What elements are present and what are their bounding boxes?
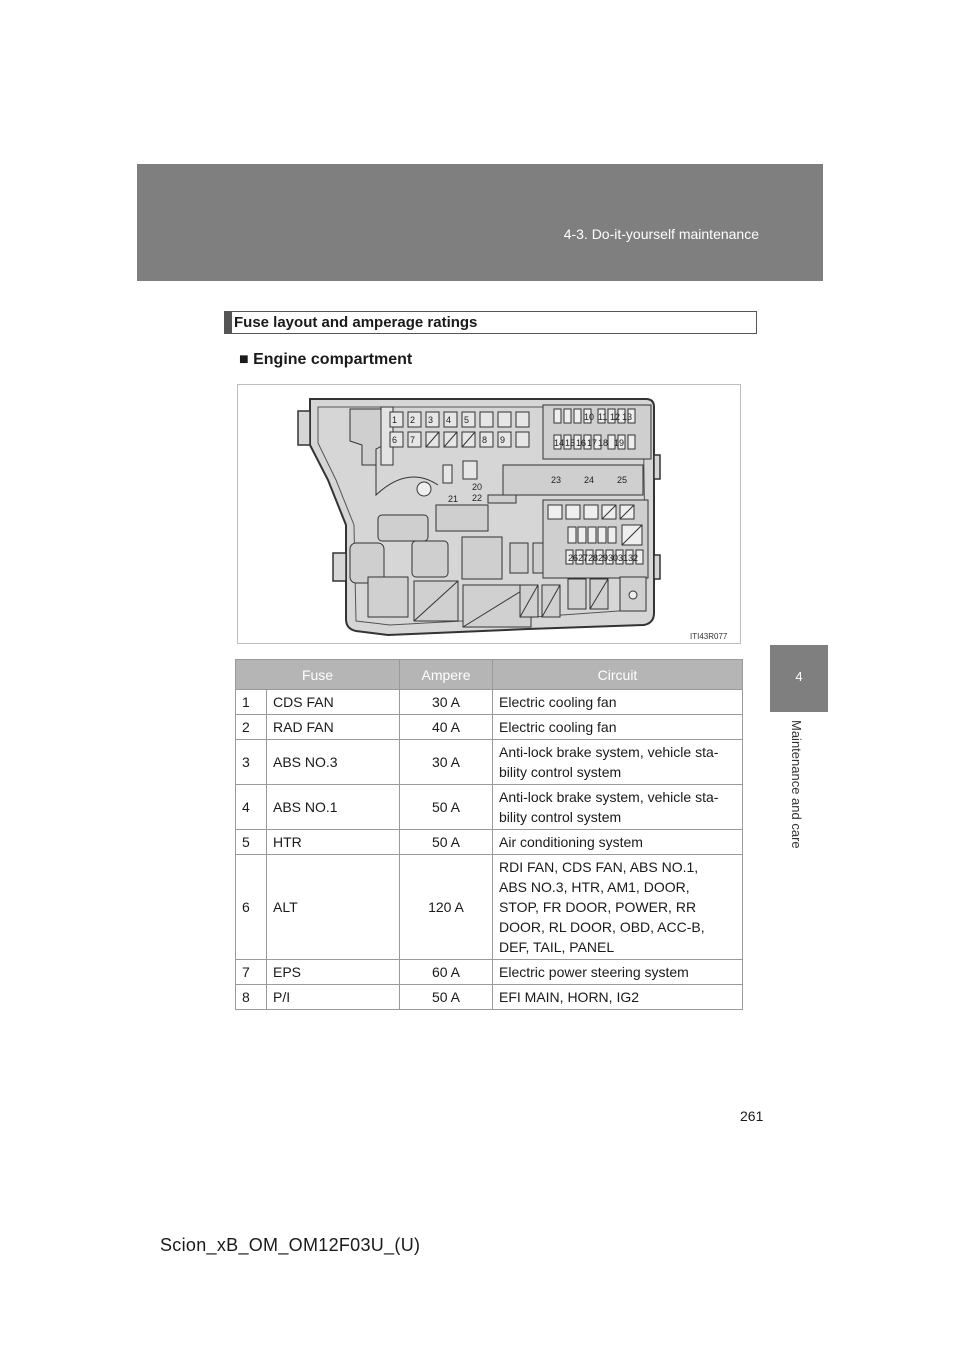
table-row: [236, 785, 743, 830]
fuse-circuit: [493, 960, 743, 985]
fuse-name: P/I: [267, 985, 400, 1010]
fuse-ampere: 50 A: [400, 985, 493, 1010]
side-tab-right: [654, 455, 660, 479]
circuit-line: Air conditioning system: [499, 834, 643, 850]
label-18: 18: [598, 438, 609, 448]
fuse-ampere: 30 A: [400, 740, 493, 785]
label-21: 21: [448, 494, 459, 504]
circuit-line: STOP, FR DOOR, POWER, RR: [499, 899, 697, 915]
table-row: [236, 690, 743, 715]
label-15: 15: [565, 438, 576, 448]
relay-d: [412, 541, 448, 577]
label-23: 23: [551, 475, 562, 485]
circuit-line: RDI FAN, CDS FAN, ABS NO.1,: [499, 859, 699, 875]
table-row: [236, 715, 743, 740]
fuse-ampere: 50 A: [400, 830, 493, 855]
fuse-name: ABS NO.3: [267, 740, 400, 785]
circuit-line: Electric cooling fan: [499, 719, 617, 735]
table-row: [236, 960, 743, 985]
fuse-ampere: 30 A: [400, 690, 493, 715]
relay-f: [510, 543, 528, 573]
chapter-label-container: [782, 720, 812, 880]
circuit-line: bility control system: [499, 809, 622, 825]
label-14: 14: [554, 438, 565, 448]
relay-e: [462, 537, 502, 579]
label-25: 25: [617, 475, 628, 485]
label-19: 19: [614, 438, 625, 448]
circuit-line: Electric cooling fan: [499, 694, 617, 710]
label-6: 6: [392, 435, 398, 445]
fuse-ampere: 40 A: [400, 715, 493, 740]
subheading: ■ Engine compartment: [239, 351, 413, 368]
fuse-table: [235, 659, 743, 1010]
circuit-line: bility control system: [499, 764, 622, 780]
fuse-number: 2: [236, 715, 267, 740]
label-2: 2: [410, 415, 416, 425]
circuit-line: EFI MAIN, HORN, IG2: [499, 989, 640, 1005]
label-32: 32: [628, 553, 639, 563]
section-title: 4-3. Do-it-yourself maintenance: [563, 226, 759, 242]
fuse-number: 7: [236, 960, 267, 985]
fuse-ampere: 50 A: [400, 785, 493, 830]
side-tab-right-lower: [654, 555, 660, 579]
table-row: [236, 985, 743, 1010]
fuse-name: ALT: [267, 855, 400, 960]
label-10: 10: [584, 412, 595, 422]
fuse-number: 3: [236, 740, 267, 785]
circuit-line: Anti-lock brake system, vehicle sta-: [499, 744, 719, 760]
label-9: 9: [500, 435, 506, 445]
label-3: 3: [428, 415, 434, 425]
label-1: 1: [392, 415, 398, 425]
label-26: 26: [568, 553, 579, 563]
chapter-number: 4: [795, 669, 803, 684]
fuse-number: 4: [236, 785, 267, 830]
table-row: [236, 740, 743, 785]
circuit-line: Electric power steering system: [499, 964, 689, 980]
footer-code: Scion_xB_OM_OM12F03U_(U): [160, 1235, 421, 1255]
label-20: 20: [472, 482, 483, 492]
connector: [488, 495, 516, 503]
label-29: 29: [598, 553, 609, 563]
section-heading: [224, 311, 757, 334]
fuse-name: ABS NO.1: [267, 785, 400, 830]
label-11: 11: [598, 412, 608, 422]
label-24: 24: [584, 475, 595, 485]
label-8: 8: [482, 435, 488, 445]
table-row: [236, 855, 743, 960]
fuse-name: RAD FAN: [267, 715, 400, 740]
heading-bar: [225, 312, 232, 333]
label-27: 27: [578, 553, 589, 563]
circuit-line: ABS NO.3, HTR, AM1, DOOR,: [499, 879, 690, 895]
label-28: 28: [588, 553, 599, 563]
fuse-circuit: [493, 785, 743, 830]
table-header-row: [236, 660, 743, 690]
relay-a: [378, 515, 428, 541]
image-code: ITI43R077: [690, 632, 728, 641]
fuse-circuit: [493, 985, 743, 1010]
chapter-tab: [770, 645, 828, 712]
label-7: 7: [410, 435, 416, 445]
fuse-box-diagram: [237, 384, 741, 644]
fuse-20-22-slot: [443, 465, 452, 483]
fuse-ampere: 120 A: [400, 855, 493, 960]
label-13: 13: [622, 412, 633, 422]
label-30: 30: [608, 553, 619, 563]
section-heading-text: Fuse layout and amperage ratings: [234, 314, 478, 331]
fuse-21-housing: [463, 461, 477, 479]
label-31: 31: [618, 553, 629, 563]
label-16: 16: [576, 438, 587, 448]
circuit-line: DEF, TAIL, PANEL: [499, 939, 615, 955]
fuse-circuit: [493, 855, 743, 960]
bolt-terminal: [417, 482, 431, 496]
fuse-number: 1: [236, 690, 267, 715]
label-17: 17: [587, 438, 598, 448]
header-fuse: Fuse: [236, 660, 400, 690]
fuse-name: HTR: [267, 830, 400, 855]
label-12: 12: [610, 412, 621, 422]
page-number: 261: [740, 1108, 764, 1124]
header-ampere: Ampere: [400, 660, 493, 690]
relay-b: [436, 505, 488, 531]
fuse-circuit: [493, 690, 743, 715]
label-22: 22: [472, 493, 483, 503]
header-circuit: Circuit: [493, 660, 743, 690]
fuse-name: CDS FAN: [267, 690, 400, 715]
fuse-circuit: [493, 715, 743, 740]
circuit-line: Anti-lock brake system, vehicle sta-: [499, 789, 719, 805]
header-band: [137, 164, 823, 281]
fuse-circuit: [493, 830, 743, 855]
side-tab-left: [298, 411, 310, 445]
fuse-number: 8: [236, 985, 267, 1010]
table-row: [236, 830, 743, 855]
fuse-number: 5: [236, 830, 267, 855]
chapter-label: Maintenance and care: [789, 720, 804, 849]
label-5: 5: [464, 415, 470, 425]
fuse-number: 6: [236, 855, 267, 960]
fuse-ampere: 60 A: [400, 960, 493, 985]
label-4: 4: [446, 415, 452, 425]
fuse-name: EPS: [267, 960, 400, 985]
fuse-box-svg: [238, 385, 740, 643]
side-tab-left-lower: [333, 553, 346, 581]
circuit-line: DOOR, RL DOOR, OBD, ACC-B,: [499, 919, 705, 935]
fuse-circuit: [493, 740, 743, 785]
